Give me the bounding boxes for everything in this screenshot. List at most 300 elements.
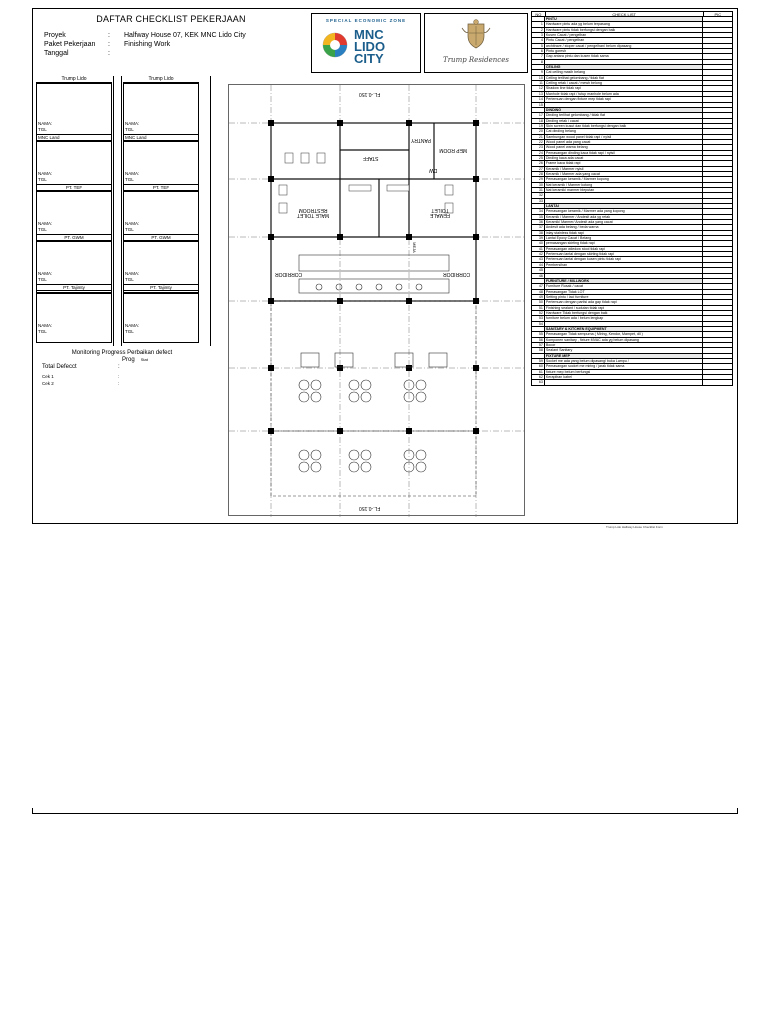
nama-label: NAMA: — [125, 121, 140, 126]
signature-column-left — [36, 76, 112, 83]
nama-label: NAMA: — [38, 121, 53, 126]
lido-word: LIDO — [354, 39, 386, 54]
row-number: 1 — [532, 22, 545, 26]
row-number: 44 — [532, 263, 545, 267]
checklist-item-text — [545, 268, 703, 272]
pic-cell[interactable] — [703, 86, 732, 90]
pic-cell[interactable] — [703, 220, 732, 224]
checklist-item-text: Pertemuan dengan partisi ada gap tidak rapi — [545, 300, 703, 304]
mnc-lido-logo-box — [311, 13, 421, 73]
checklist-item-text: Pemasangan keramik / Marmer kopong — [545, 177, 703, 181]
nama-label: NAMA: — [38, 221, 53, 226]
checklist-item-text: Shadow line tidak rapi — [545, 86, 703, 90]
checklist-item-text: Wood panel warna belang — [545, 145, 703, 149]
pic-cell[interactable] — [703, 188, 732, 192]
row-number: 62 — [532, 375, 545, 379]
checklist-item-text: inlay stainless tidak rapi — [545, 231, 703, 235]
checklist-item-text — [545, 60, 703, 64]
checklist-item-text: Lantai Epoxy Cacat / Belang — [545, 236, 703, 240]
signature-box[interactable] — [36, 141, 112, 191]
pic-cell[interactable] — [703, 231, 732, 235]
pic-cell[interactable] — [703, 60, 732, 64]
pic-cell[interactable] — [703, 306, 732, 310]
colon: : — [118, 381, 120, 386]
pic-cell[interactable] — [703, 140, 732, 144]
pic-cell[interactable] — [703, 338, 732, 342]
pic-cell[interactable] — [703, 183, 732, 187]
room-dw-label: DW — [429, 167, 438, 173]
pic-cell[interactable] — [703, 76, 732, 80]
row-number: 47 — [532, 284, 545, 288]
pic-cell[interactable] — [703, 124, 732, 128]
signature-column-right — [123, 76, 199, 83]
row-number — [532, 327, 545, 331]
checklist-item-text: Keramik/ Marmer/ Andesit ada yang cacat — [545, 220, 703, 224]
pic-cell[interactable] — [703, 92, 732, 96]
nama-label: NAMA: — [125, 323, 140, 328]
checklist-item-text: Pertemuan dengan fixture mep tidak rapi — [545, 97, 703, 101]
row-number: 61 — [532, 370, 545, 374]
floor-plan — [228, 84, 525, 516]
pic-cell[interactable] — [703, 33, 732, 37]
colon: : — [118, 364, 120, 370]
signature-box[interactable] — [123, 293, 199, 343]
checklist-item-text: Setting pintu / laci furniture — [545, 295, 703, 299]
cek1-row — [42, 374, 120, 379]
level-top-label: FL.-0.150 — [359, 91, 381, 97]
pic-cell[interactable] — [703, 252, 732, 256]
row-number: 9 — [532, 70, 545, 74]
row-number: 40 — [532, 241, 545, 245]
pic-cell[interactable] — [703, 193, 732, 197]
tgl-label: TGL — [38, 127, 47, 132]
field-value: Halfway House 07, KEK MNC Lido City — [124, 32, 246, 39]
row-number: 42 — [532, 252, 545, 256]
corridor-left-label: CORRIDOR — [275, 271, 303, 277]
row-number: 38 — [532, 231, 545, 235]
checklist-item-text: Finishing sealant / sudutan tidak rapi — [545, 306, 703, 310]
checklist-item-text: Nat keramik / Marmer kotong — [545, 183, 703, 187]
row-number: 18 — [532, 119, 545, 123]
checklist-item-text: Kusen Cacat / pengelhan — [545, 33, 703, 37]
checklist-item-text: Pemasangan keramik / Marmer ada yang kopong — [545, 209, 703, 213]
checklist-item-text: Furniture Rusak / cacat — [545, 284, 703, 288]
signature-box[interactable] — [123, 191, 199, 241]
company-label: PT. GWM — [124, 234, 198, 241]
room-mep-label: MEP ROOM — [439, 147, 467, 153]
checklist-item-text: Dinding retak / cacat — [545, 119, 703, 123]
room-staff-label: STAFF — [363, 155, 379, 161]
pic-cell[interactable] — [703, 274, 732, 278]
checklist-item-text: Skin screen kusut dan tidak berfungsi dengan baik — [545, 124, 703, 128]
row-number: 10 — [532, 76, 545, 80]
pic-cell[interactable] — [703, 295, 732, 299]
checklist-item-text: Cat dinding belang — [545, 129, 703, 133]
row-number: 4 — [532, 38, 545, 42]
checklist-item-text: Kerapihan kabel — [545, 375, 703, 379]
checklist-item-text: Andesit ada belang / beda warna — [545, 225, 703, 229]
checklist-item-text: Pertemuan lantai dengan skirting tidak rapi — [545, 252, 703, 256]
header-block — [36, 12, 306, 72]
col-item-header: CHECK LIST — [546, 12, 704, 16]
pic-cell[interactable] — [703, 354, 732, 358]
checklist-item-text: Ceiling terlihat gelombang / tidak flat — [545, 76, 703, 80]
row-number: 59 — [532, 359, 545, 363]
company-label: PT. TEF — [124, 184, 198, 191]
row-number: 5 — [532, 44, 545, 48]
corridor-right-label: CORRIDOR — [443, 271, 471, 277]
signature-box[interactable] — [36, 83, 112, 141]
row-number: 60 — [532, 364, 545, 368]
pic-cell[interactable] — [703, 327, 732, 331]
row-number: 12 — [532, 86, 545, 90]
field-label: Proyek — [44, 32, 66, 39]
row-number: 33 — [532, 199, 545, 203]
row-number: 43 — [532, 257, 545, 261]
row-number: 50 — [532, 300, 545, 304]
company-label: MNC Land — [37, 134, 112, 141]
tgl-label: TGL — [125, 127, 134, 132]
prog-sub-text: Stat — [140, 357, 148, 362]
pic-cell[interactable] — [703, 370, 732, 374]
pic-cell[interactable] — [703, 204, 732, 208]
pic-cell[interactable] — [703, 263, 732, 267]
checklist-item-text: Gap antara pintu dan kusen tidak sama — [545, 54, 703, 58]
floor-plan-drawing — [229, 85, 526, 517]
row-number: 32 — [532, 193, 545, 197]
pic-cell[interactable] — [703, 28, 732, 32]
pic-cell[interactable] — [703, 44, 732, 48]
signature-box[interactable] — [123, 83, 199, 141]
row-number: 6 — [532, 49, 545, 53]
row-number: 63 — [532, 380, 545, 384]
sheet-lower-border — [32, 808, 738, 814]
company-label: PT. TEF — [37, 184, 111, 191]
checklist-item-text — [545, 103, 703, 107]
cek2-row — [42, 381, 120, 386]
row-number: 3 — [532, 33, 545, 37]
row-number: 17 — [532, 113, 545, 117]
pic-cell[interactable] — [703, 129, 732, 133]
pic-cell[interactable] — [703, 300, 732, 304]
row-number: 39 — [532, 236, 545, 240]
signature-column-heading: Trump Lido — [36, 76, 112, 83]
field-tanggal — [44, 50, 124, 57]
signature-divider — [210, 76, 211, 346]
pic-cell[interactable] — [703, 375, 732, 379]
row-number — [532, 108, 545, 112]
pic-cell[interactable] — [703, 343, 732, 347]
pic-cell[interactable] — [703, 161, 732, 165]
checklist-item-text: Bocor — [545, 343, 703, 347]
row-number: 54 — [532, 322, 545, 326]
total-defect-row — [42, 364, 120, 370]
pic-cell[interactable] — [703, 151, 732, 155]
mnc-globe-icon — [321, 31, 349, 59]
checklist-item-text: architrave / stoper cacat / pengelhan/ belum dipasang — [545, 44, 703, 48]
row-number: 55 — [532, 332, 545, 336]
pic-cell[interactable] — [703, 177, 732, 181]
mnc-lido-city-wordmark — [354, 29, 385, 65]
pic-cell[interactable] — [703, 215, 732, 219]
pic-cell[interactable] — [703, 22, 732, 26]
pic-cell[interactable] — [703, 257, 732, 261]
row-number: 21 — [532, 135, 545, 139]
checklist-item-text: Dinding terlihat gelombang / tidak flat — [545, 113, 703, 117]
row-number: 56 — [532, 338, 545, 342]
pic-cell[interactable] — [703, 108, 732, 112]
nama-label: NAMA: — [125, 171, 140, 176]
signature-box[interactable] — [36, 293, 112, 343]
pic-cell[interactable] — [703, 380, 732, 384]
row-number: 8 — [532, 60, 545, 64]
pic-cell[interactable] — [703, 113, 732, 117]
pic-cell[interactable] — [703, 167, 732, 171]
section-title: SANITARY & KITCHEN EQUIPMENT — [545, 327, 703, 331]
pic-cell[interactable] — [703, 38, 732, 42]
pic-cell[interactable] — [703, 236, 732, 240]
row-number: 51 — [532, 306, 545, 310]
row-number — [532, 279, 545, 283]
row-number: 19 — [532, 124, 545, 128]
company-label: PT. Tajimty — [37, 284, 111, 291]
signature-box[interactable] — [123, 141, 199, 191]
signature-divider — [113, 76, 114, 346]
checklist-rows — [531, 17, 733, 386]
checklist-item-text: furniture belum ada / belum lengkap — [545, 316, 703, 320]
row-number: 46 — [532, 274, 545, 278]
pic-cell[interactable] — [703, 364, 732, 368]
checklist-row[interactable] — [531, 380, 733, 385]
pic-cell[interactable] — [703, 348, 732, 352]
pic-cell[interactable] — [703, 225, 732, 229]
pic-cell[interactable] — [703, 359, 732, 363]
pic-cell[interactable] — [703, 97, 732, 101]
tgl-label: TGL — [38, 277, 47, 282]
trump-crest-icon — [458, 18, 494, 52]
checklist-item-text: Pemasangan Tidak LOT — [545, 290, 703, 294]
row-number: 15 — [532, 103, 545, 107]
row-number: 36 — [532, 220, 545, 224]
prog-text: Prog — [122, 357, 135, 363]
mnc-word: MNC — [354, 27, 384, 42]
checklist-item-text: fixture mep belum berfungsi — [545, 370, 703, 374]
col-no-header: NO — [532, 12, 546, 16]
section-title: LANTAI — [545, 204, 703, 208]
trump-residences-text: Trump Residences — [443, 56, 509, 64]
row-number: 26 — [532, 161, 545, 165]
pic-cell[interactable] — [703, 65, 732, 69]
row-number: 58 — [532, 348, 545, 352]
section-title: CEILING — [545, 65, 703, 69]
pic-cell[interactable] — [703, 332, 732, 336]
field-colon: : — [108, 32, 110, 39]
row-number — [532, 354, 545, 358]
room-male-label: MALE TOILET RESTROOM — [296, 207, 330, 218]
field-value: Finishing Work — [124, 41, 171, 48]
pic-cell[interactable] — [703, 119, 732, 123]
footnote: Trump Lido Halfway House Checklist Form — [606, 525, 663, 529]
checklist-item-text: Wood panel ada yang cacat — [545, 140, 703, 144]
pic-cell[interactable] — [703, 241, 732, 245]
signature-box[interactable] — [123, 241, 199, 293]
checklist-item-text: Keramik / Marmer nyisil — [545, 167, 703, 171]
pic-cell[interactable] — [703, 279, 732, 283]
checklist-item-text: Hardware Tidak berfungsi dengan baik — [545, 311, 703, 315]
tgl-label: TGL — [125, 277, 134, 282]
checklist-item-text: Keramik / Marmer / Andesit ada yg retak — [545, 215, 703, 219]
row-number: 35 — [532, 215, 545, 219]
signature-divider — [121, 76, 122, 346]
pic-cell[interactable] — [703, 322, 732, 326]
row-number: 29 — [532, 177, 545, 181]
pic-cell[interactable] — [703, 17, 732, 21]
section-title: FIXTURE MEP — [545, 354, 703, 358]
checklist-item-text: Sambungan wood panel tidak rapi / nyisil — [545, 135, 703, 139]
row-number: 7 — [532, 54, 545, 58]
checklist-table — [531, 11, 733, 386]
nama-label: NAMA: — [38, 171, 53, 176]
row-number: 14 — [532, 97, 545, 101]
row-number: 27 — [532, 167, 545, 171]
signature-box[interactable] — [36, 191, 112, 241]
checklist-item-text: Nat keramik/ marmer bleputan — [545, 188, 703, 192]
checklist-item-text: Pemasangan socket me miring / jarak tidak sama — [545, 364, 703, 368]
company-label: PT. GWM — [37, 234, 111, 241]
row-number: 30 — [532, 183, 545, 187]
row-number: 13 — [532, 92, 545, 96]
signature-box[interactable] — [36, 241, 112, 293]
room-pantry-label: PANTRY — [411, 137, 431, 143]
level-bottom-label: FL.-0.150 — [359, 505, 381, 511]
checklist-item-text: Frame kaca tidak rapi — [545, 161, 703, 165]
pic-cell[interactable] — [703, 268, 732, 272]
field-label: Paket Pekerjaan — [44, 41, 96, 48]
checklist-item-text: Pertemuan lantai dengan kusen pintu tidak rapi — [545, 257, 703, 261]
checklist-item-text — [545, 274, 703, 278]
section-title: DINDING — [545, 108, 703, 112]
row-number: 49 — [532, 295, 545, 299]
company-label: PT. Tajimty — [124, 284, 198, 291]
nama-label: NAMA: — [38, 271, 53, 276]
checklist-item-text: Hardware pintu ada yg belum terpasang — [545, 22, 703, 26]
checklist-item-text: Ceiling retak / cacat / mewh belong — [545, 81, 703, 85]
pic-cell[interactable] — [703, 199, 732, 203]
row-number — [532, 204, 545, 208]
row-number: 11 — [532, 81, 545, 85]
checklist-item-text: Keramik / Marmer ada yang cacat — [545, 172, 703, 176]
field-proyek — [44, 32, 246, 39]
pic-cell[interactable] — [703, 172, 732, 176]
colon: : — [118, 374, 120, 379]
pic-cell[interactable] — [703, 54, 732, 58]
checklist-item-text: Pemasangan dinding kaca tidak rapi / nyisil — [545, 151, 703, 155]
pic-cell[interactable] — [703, 284, 732, 288]
checklist-item-text: Hardware pintu tidak berfungsi dengan baik — [545, 28, 703, 32]
pic-cell[interactable] — [703, 290, 732, 294]
prog-label — [122, 357, 148, 363]
pic-cell[interactable] — [703, 156, 732, 160]
field-colon: : — [108, 50, 110, 57]
row-number: 28 — [532, 172, 545, 176]
checklist-item-text: Komponen sanitary , fixture MVAC ada yg belum dipasang — [545, 338, 703, 342]
checklist-item-text — [545, 380, 703, 384]
pic-cell[interactable] — [703, 49, 732, 53]
row-number: 53 — [532, 316, 545, 320]
row-number — [532, 65, 545, 69]
total-defect-label: Total Defecct — [42, 364, 77, 370]
pic-cell[interactable] — [703, 81, 732, 85]
pic-cell[interactable] — [703, 103, 732, 107]
cek2-label: Cek 2 — [42, 381, 54, 386]
pic-cell[interactable] — [703, 209, 732, 213]
pic-cell[interactable] — [703, 311, 732, 315]
row-number — [532, 17, 545, 21]
checklist-item-text — [545, 193, 703, 197]
nama-label: NAMA: — [125, 271, 140, 276]
tgl-label: TGL — [125, 177, 134, 182]
tgl-label: TGL — [125, 329, 134, 334]
row-number: 48 — [532, 290, 545, 294]
signature-column-heading: Trump Lido — [123, 76, 199, 83]
row-number: 37 — [532, 225, 545, 229]
room-female-label: FEMALE TOILET — [430, 207, 451, 218]
city-word: CITY — [354, 51, 384, 66]
checklist-item-text: Cat ceiling masih belang — [545, 70, 703, 74]
checklist-item-text — [545, 199, 703, 203]
row-number: 41 — [532, 247, 545, 251]
monitoring-title: Monitoring Progress Perbaikan defect — [71, 350, 173, 356]
row-number: 25 — [532, 156, 545, 160]
pic-cell[interactable] — [703, 316, 732, 320]
trump-residences-logo-box — [424, 13, 528, 73]
checklist-item-text: Pemasangan Tidak sempurna ( Miring, Kendor, Mampet, dll ) — [545, 332, 703, 336]
checklist-item-text: Manhole tidak rapi / tutup manhole belum ada — [545, 92, 703, 96]
tgl-label: TGL — [38, 177, 47, 182]
pic-cell[interactable] — [703, 247, 732, 251]
row-number: 34 — [532, 209, 545, 213]
nama-label: NAMA: — [125, 221, 140, 226]
section-title: FURNITURE / MILLWORK — [545, 279, 703, 283]
tgl-label: TGL — [125, 227, 134, 232]
tgl-label: TGL — [38, 329, 47, 334]
meja-label: MEJA — [411, 242, 417, 253]
col-pic-header: PIC — [714, 12, 722, 17]
field-label: Tanggal — [44, 50, 69, 57]
row-number: 52 — [532, 311, 545, 315]
row-number: 2 — [532, 28, 545, 32]
row-number: 22 — [532, 140, 545, 144]
pic-cell[interactable] — [703, 70, 732, 74]
section-title: PINTU — [545, 17, 703, 21]
row-number: 20 — [532, 129, 545, 133]
checklist-item-text: Pemasangan wiledow stool tidak rapi — [545, 247, 703, 251]
field-colon: : — [108, 41, 110, 48]
row-number: 23 — [532, 145, 545, 149]
pic-cell[interactable] — [703, 135, 732, 139]
checklist-item-text: Sealant Sanitary — [545, 348, 703, 352]
monitoring-section — [36, 348, 208, 408]
sez-text: SPECIAL ECONOMIC ZONE — [325, 18, 407, 23]
tgl-label: TGL — [38, 227, 47, 232]
checklist-item-text: pemasangan skirting tidak rapi — [545, 241, 703, 245]
pic-cell[interactable] — [703, 145, 732, 149]
page-title: DAFTAR CHECKLIST PEKERJAAN — [96, 14, 246, 24]
row-number: 24 — [532, 151, 545, 155]
nama-label: NAMA: — [38, 323, 53, 328]
row-number: 45 — [532, 268, 545, 272]
checklist-item-text: Dinding kaca ada cacat — [545, 156, 703, 160]
